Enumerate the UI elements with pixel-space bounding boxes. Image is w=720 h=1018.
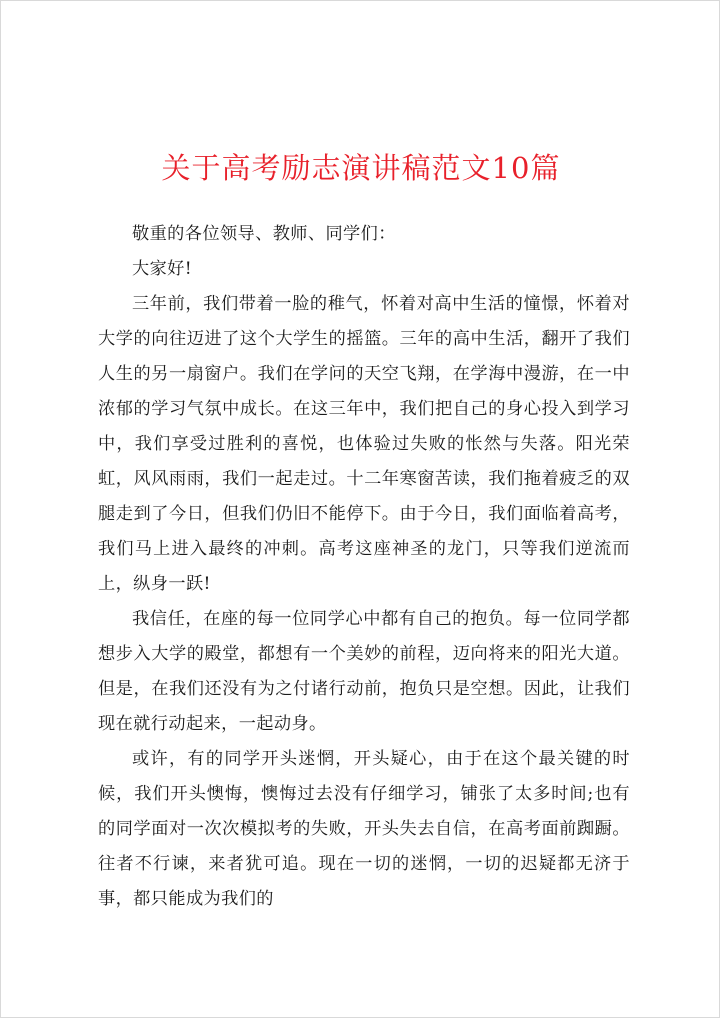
document-title: 关于高考励志演讲稿范文10篇 xyxy=(161,151,561,185)
document-body xyxy=(98,217,630,917)
salutation-paragraph: 敬重的各位领导、教师、同学们： xyxy=(132,224,396,244)
body-paragraph: 三年前，我们带着一脸的稚气，怀着对高中生活的憧憬，怀着对大学的向往迈进了这个大学生的摇篮。三年的高中生活，翻开了我们人生的另一扇窗户。我们在学问的天空飞翔，在学海中漫游，在一中浓郁的学习气氛中成长。在这三年中，我们把自己的身心投入到学习中，我们享受过胜利的喜悦，也体验过失败的怅然与失落。阳光荣虹，风风雨雨，我们一起走过。十二年寒窗苦读，我们拖着疲乏的双腿走到了今日，但我们仍旧不能停下。由于今日，我们面临着高考，我们马上进入最终的冲刺。高考这座神圣的龙门，只等我们逆流而上，纵身一跃! xyxy=(98,294,630,594)
body-paragraph: 我信任，在座的每一位同学心中都有自己的抱负。每一位同学都想步入大学的殿堂，都想有一个美妙的前程，迈向将来的阳光大道。但是，在我们还没有为之付诸行动前，抱负只是空想。因此，让我们现在就行动起来，一起动身。 xyxy=(98,609,630,734)
greeting-paragraph: 大家好! xyxy=(132,259,193,279)
body-paragraph: 或许，有的同学开头迷惘，开头疑心，由于在这个最关键的时候，我们开头懊悔，懊悔过去没有仔细学习，铺张了太多时间;也有的同学面对一次次模拟考的失败，开头失去自信，在高考面前踟蹰。往者不行谏，来者犹可追。现在一切的迷惘，一切的迟疑都无济于事，都只能成为我们的 xyxy=(98,749,630,909)
